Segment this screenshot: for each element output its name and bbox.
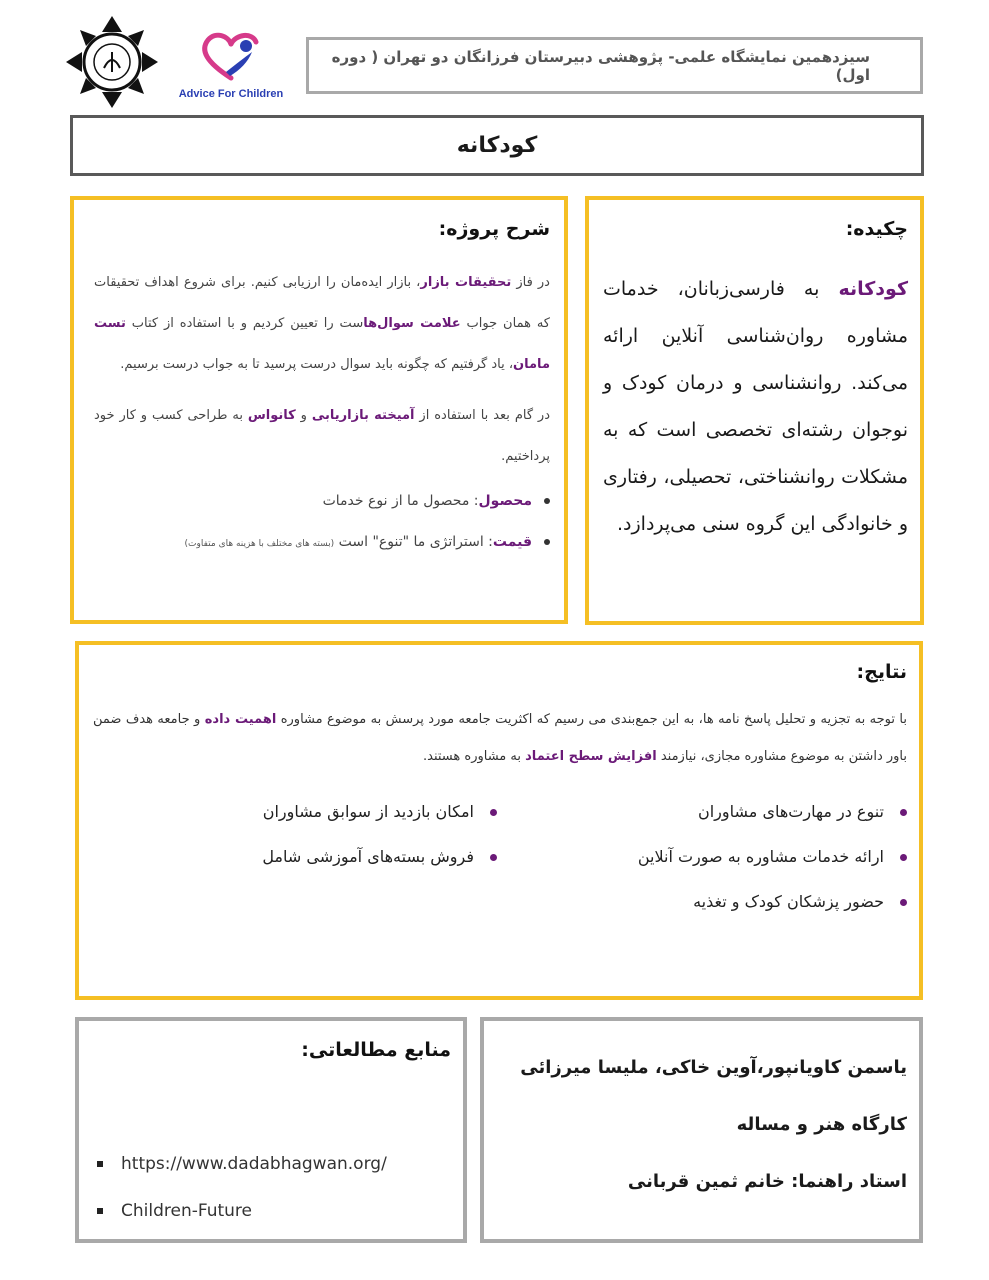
project-description-paragraph-1 xyxy=(94,262,550,385)
bullet-text: تنوع در مهارت‌های مشاوران xyxy=(697,802,884,821)
list-item xyxy=(94,481,550,522)
results-bullets-left xyxy=(97,789,497,924)
list-item xyxy=(497,834,907,879)
author-names: یاسمن کاویانپور،آوین خاکی، ملیسا میرزائی xyxy=(520,1057,907,1078)
project-description-bullets xyxy=(94,481,550,565)
bullet-text: فروش بسته‌های آموزشی شامل xyxy=(262,847,474,866)
list-item xyxy=(97,1188,451,1235)
results-paragraph xyxy=(93,701,907,775)
text-run: در گام بعد با استفاده از xyxy=(414,408,550,423)
abstract-heading: چکیده: xyxy=(845,218,908,240)
bullet-dot-icon xyxy=(900,809,907,816)
workshop-name: کارگاه هنر و مساله xyxy=(736,1114,907,1135)
results-section xyxy=(75,641,923,1000)
bullet-dot-icon xyxy=(900,899,907,906)
text-run: با توجه به تجزیه و تحلیل پاسخ نامه ها، به این جمع‌بندی می رسیم که اکثریت جامعه مورد پرسش به موضوع مشاوره xyxy=(276,712,907,727)
text-run: و xyxy=(295,408,312,423)
advice-for-children-logo xyxy=(170,28,292,100)
results-bullets-right xyxy=(497,789,907,924)
authors-section xyxy=(480,1017,923,1243)
bullet-note: (بسته های مختلف با هزینه های متفاوت) xyxy=(184,539,335,549)
highlight-canvas: کانواس xyxy=(247,408,296,423)
logo-caption: Advice For Children xyxy=(178,88,284,100)
highlight-market-research: تحقیقات بازار xyxy=(420,275,512,290)
bullet-text: : استراتژی ما "تنوع" است xyxy=(334,534,493,550)
bullet-label: قیمت xyxy=(492,534,532,550)
project-description-section xyxy=(70,196,568,624)
list-item xyxy=(97,789,497,834)
list-item xyxy=(497,789,907,834)
bullet-dot-icon xyxy=(900,854,907,861)
page-title-box xyxy=(70,115,924,176)
highlight-question-marks: علامت سوال‌ها xyxy=(363,316,461,331)
event-title: سیزدهمین نمایشگاه علمی- پژوهشی دبیرستان فرزانگان دو تهران ( دوره اول) xyxy=(331,47,870,84)
text-run: ، بازار ایده‌مان را ارزیابی کنیم. برای شروع اهداف تحقیقات که همان جواب xyxy=(94,275,551,331)
bullet-dot-icon xyxy=(544,498,550,504)
abstract-paragraph xyxy=(603,266,908,548)
text-run: به مشاوره هستند. xyxy=(423,749,526,764)
list-item xyxy=(497,879,907,924)
references-list xyxy=(97,1141,451,1235)
highlight-marketing-mix: آمیخته بازاریابی xyxy=(311,408,415,423)
text-run: در فاز xyxy=(511,275,550,290)
school-emblem-logo xyxy=(66,16,158,108)
reference-link[interactable]: https://www.dadabhagwan.org/ xyxy=(121,1154,387,1174)
advisor-name: استاد راهنما: خانم ثمین قربانی xyxy=(627,1171,907,1192)
highlight-mom-test: تست مامان xyxy=(94,316,550,372)
list-item xyxy=(97,834,497,879)
text-run: ست را تعیین کردیم و با استفاده از کتاب xyxy=(125,316,364,331)
text-run: به طراحی کسب و کار خود پرداختیم. xyxy=(94,408,550,464)
project-description-paragraph-2 xyxy=(94,395,550,477)
square-bullet-icon xyxy=(97,1161,103,1167)
list-item[interactable] xyxy=(97,1141,451,1188)
highlight-trust: افزایش سطح اعتماد xyxy=(525,749,657,764)
highlight-project-name: کودکانه xyxy=(838,278,908,300)
abstract-section xyxy=(585,196,924,625)
highlight-importance: اهمیت داده xyxy=(204,712,277,727)
text-run: ، یاد گرفتیم که چگونه باید سوال درست پرسید تا به جواب درست برسیم. xyxy=(120,357,514,372)
event-header xyxy=(306,37,923,94)
list-item xyxy=(94,522,550,565)
bullet-text: : محصول ما از نوع خدمات xyxy=(322,493,479,509)
project-description-heading: شرح پروژه: xyxy=(438,218,550,240)
references-section xyxy=(75,1017,467,1243)
bullet-dot-icon xyxy=(490,809,497,816)
results-heading: نتایج: xyxy=(856,661,907,683)
bullet-dot-icon xyxy=(490,854,497,861)
bullet-dot-icon xyxy=(544,539,550,545)
page-title: کودکانه xyxy=(456,133,538,158)
bullet-text: ارائه خدمات مشاوره به صورت آنلاین xyxy=(637,847,884,866)
text-run: به فارسی‌زبانان، خدمات مشاوره روان‌شناسی آنلاین ارائه می‌کند. روانشناسی و درمان کودک و نوجوان رشته‌ای تخصصی است که به مشکلات روانشناختی، تحصیلی، رفتاری و خانوادگی این گروه سنی می‌پردازد. xyxy=(603,278,908,535)
bullet-text: امکان بازدید از سوابق مشاوران xyxy=(262,802,474,821)
reference-text: Children-Future xyxy=(121,1201,253,1221)
bullet-label: محصول xyxy=(478,493,532,509)
results-bullets xyxy=(93,789,907,924)
text-run: و جامعه هدف ضمن باور داشتن به موضوع مشاوره مجازی، نیازمند xyxy=(93,712,907,764)
bullet-text: حضور پزشکان کودک و تغذیه xyxy=(693,892,884,911)
references-heading: منابع مطالعاتی: xyxy=(301,1039,451,1061)
square-bullet-icon xyxy=(97,1208,103,1214)
